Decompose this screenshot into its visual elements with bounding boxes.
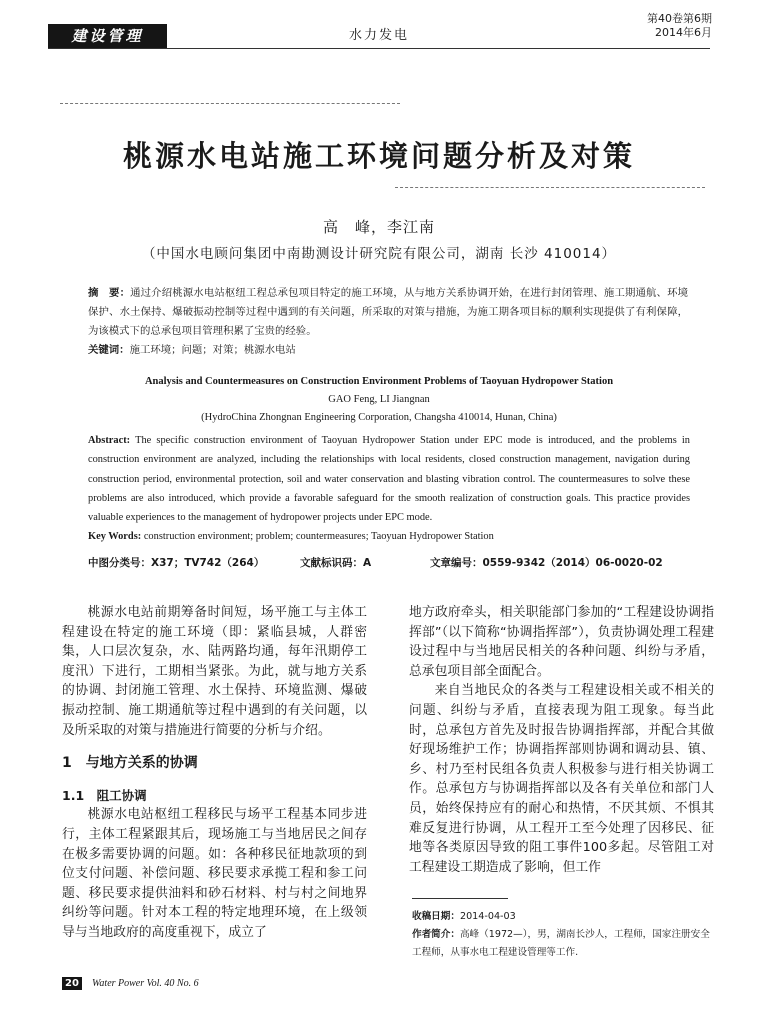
abstract-label: 摘 要： [88, 287, 131, 299]
body-left-column [62, 603, 367, 943]
author-bio: 高峰（1972—），男，湖南长沙人，工程师，国家注册安全工程师，从事水电工程建设管理等工作. [412, 929, 710, 958]
keywords-label: 关键词： [88, 344, 130, 356]
english-abstract-label: Abstract: [88, 435, 131, 446]
english-authors: GAO Feng, LI Jiangnan [328, 394, 430, 405]
journal-name: 水力发电 [348, 28, 409, 43]
received-label: 收稿日期： [412, 911, 460, 922]
affiliation: （中国水电顾问集团中南勘测设计研究院有限公司，湖南 长沙 410014） [141, 246, 617, 262]
obstruction-paragraph: 来自当地民众的各类与工程建设相关或不相关的问题、纠纷与矛盾，直接表现为阻工现象。每当此时，总承包方首先及时报告协调指挥部，并配合其做好现场维护工作；协调指挥部则协调和调动县、镇、乡、村乃至村民组各负责人积极参与进行相关协调工作。总承包方与协调指挥部以及各有关单位和部门人员，始终保持应有的耐心和热情，不厌其烦、不惧其难反复进行协调，从工程开工至今处理了因移民、征地等各类原因导致的阻工事件100多起。尽管阻工对工程建设工期造成了影响，但工作 [409, 683, 714, 875]
english-abstract-text: The specific construction environment of Taoyuan Hydropower Station under EPC mode is introduced, and the problems in construction environment are analyzed, including the relationships with local residents, closed construction management, navigation during construction period, environmental protection, soil and water conservation and blasting vibration control. The countermeasures to solve these problems are also introduced, which provide a favorable safeguard for the smooth realization of construction goals. This practice provides valuable experiences to the management of hydropower projects under EPC mode. [88, 435, 690, 524]
section-1-heading: 1 与地方关系的协调 [62, 755, 198, 772]
section-tag: 建设管理 [48, 24, 167, 48]
authors: 高 峰，李江南 [322, 218, 435, 236]
footnote-rule [412, 898, 508, 899]
keywords-text: 施工环境；问题；对策；桃源水电站 [129, 344, 296, 356]
issue-info [647, 12, 712, 40]
abstract-text: 通过介绍桃源水电站枢纽工程总承包项目特定的施工环境，从与地方关系协调开始，在进行封闭管理、施工期通航、环境保护、水土保持、爆破振动控制等过程中遇到的有关问题，所采取的对策与措施，为施工期各项目标的顺利实现提供了有利保障，为该模式下的总承包项目管理积累了宝贵的经验。 [88, 287, 689, 337]
section-1-1-paragraph: 桃源水电站枢纽工程移民与场平工程基本同步进行，主体工程紧跟其后，现场施工与当地居民之间存在极多需要协调的问题。如：各种移民征地款项的到位支付问题、补偿问题、移民要求承揽工程和参工问题、移民要求提供油料和砂石材料、村与村之间地界纠纷等问题。针对本工程的特定地理环境，在上级领导与当地政府的高度重视下，成立了 [62, 807, 367, 940]
english-title: Analysis and Countermeasures on Construction Environment Problems of Taoyuan Hydropower Station [144, 376, 614, 387]
keywords-cn [88, 341, 688, 360]
title-rule-top [60, 103, 400, 104]
abstract-cn [88, 284, 688, 341]
english-keywords-text: construction environment; problem; countermeasures; Taoyuan Hydropower Station [141, 531, 494, 543]
intro-paragraph: 桃源水电站前期筹备时间短，场平施工与主体工程建设在特定的施工环境（即：紧临县城，人群密集，人口层次复杂，水、陆两路均通，每年汛期停工度汛）下进行，工期相当紧张。为此，就与地方关系的协调、封闭施工管理、水土保持、环境监测、爆破振动控制、施工期通航等过程中遇到的有关问题，以及所采取的对策与措施进行简要的分析与介绍。 [62, 605, 367, 738]
issue-date: 2014年6月 [655, 26, 712, 39]
clc-number: 中图分类号：X37；TV742（264） [88, 557, 265, 569]
english-affiliation: (HydroChina Zhongnan Engineering Corporation, Changsha 410014, Hunan, China) [201, 412, 557, 423]
footnote [412, 908, 712, 962]
english-abstract [88, 431, 690, 547]
received-date: 2014-04-03 [459, 911, 516, 922]
article-number: 文章编号：0559-9342（2014）06-0020-02 [430, 557, 663, 569]
english-keywords-label: Key Words: [88, 531, 142, 543]
footer-journal: Water Power Vol. 40 No. 6 [92, 978, 199, 989]
continued-paragraph: 地方政府牵头，相关职能部门参加的“工程建设协调指挥部”（以下简称“协调指挥部”），负责协调处理工程建设过程中与当地居民相关的各种问题、纠纷与矛盾，总承包项目部全面配合。 [409, 605, 714, 679]
page-number: 20 [62, 977, 82, 990]
body-right-column [409, 603, 714, 877]
section-1-1-heading: 1.1 阻工协调 [62, 787, 147, 803]
author-bio-label: 作者简介： [412, 929, 460, 940]
volume-issue: 第40卷第6期 [647, 12, 712, 25]
document-code: 文献标识码：A [300, 557, 372, 569]
article-title: 桃源水电站施工环境问题分析及对策 [122, 139, 635, 173]
title-rule-bottom [395, 187, 705, 188]
header-rule [48, 48, 710, 49]
